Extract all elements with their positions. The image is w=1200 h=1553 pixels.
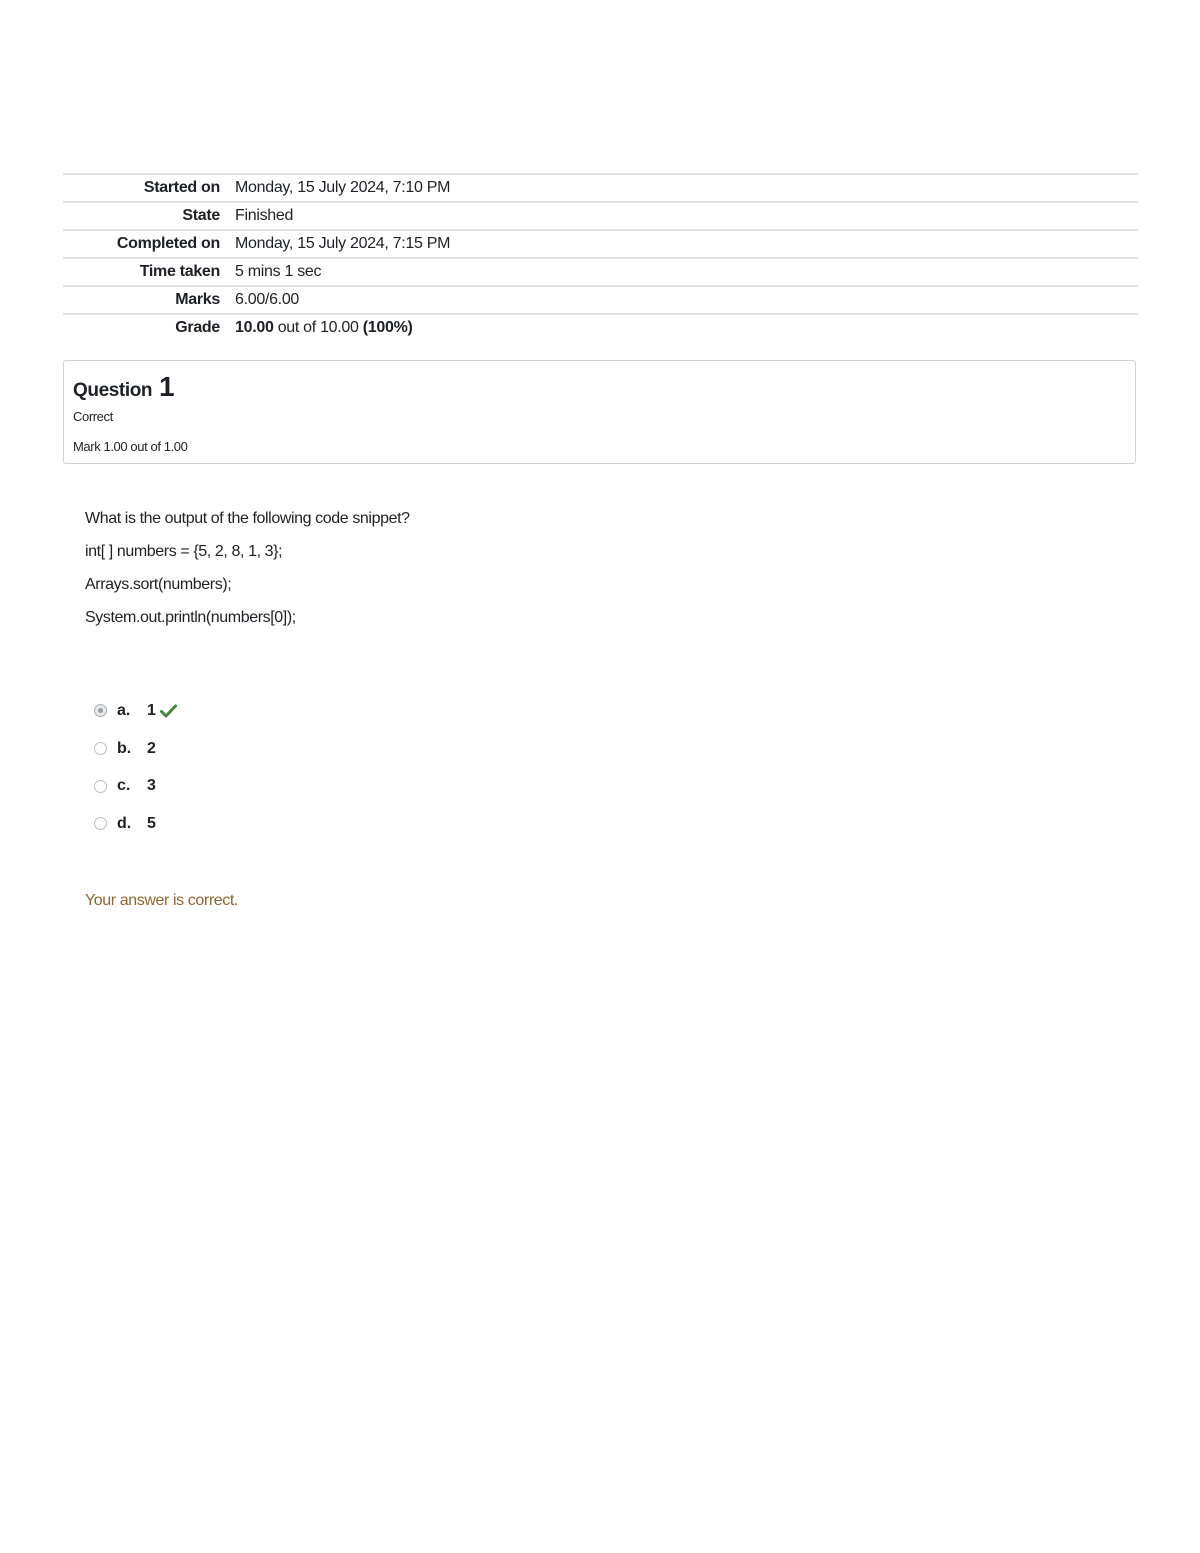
summary-label: State <box>182 207 220 224</box>
radio-button[interactable] <box>94 742 107 755</box>
summary-row-grade <box>63 314 1138 341</box>
summary-label: Started on <box>143 179 220 196</box>
summary-row-state <box>63 202 1138 230</box>
question-text-line: Arrays.sort(numbers); <box>85 576 232 593</box>
question-text <box>85 508 410 640</box>
grade-outof: out of 10.00 <box>273 319 363 336</box>
question-text-line: int[ ] numbers = {5, 2, 8, 1, 3}; <box>85 543 283 560</box>
summary-value-grade <box>235 314 1138 341</box>
summary-label: Grade <box>175 319 220 336</box>
summary-value: 5 mins 1 sec <box>235 263 322 280</box>
summary-row-marks <box>63 286 1138 314</box>
question-title-label: Question <box>73 380 153 401</box>
summary-value: Monday, 15 July 2024, 7:15 PM <box>235 235 451 252</box>
answer-letter: b. <box>117 739 132 757</box>
summary-row-completed <box>63 230 1138 258</box>
summary-value: Monday, 15 July 2024, 7:10 PM <box>235 179 451 196</box>
question-info-box <box>63 360 1136 464</box>
question-text-line: System.out.println(numbers[0]); <box>85 609 296 626</box>
answer-letter: c. <box>117 777 131 795</box>
check-icon <box>160 704 177 718</box>
radio-button[interactable] <box>94 817 107 830</box>
question-text-line: What is the output of the following code snippet? <box>85 510 410 527</box>
summary-label: Marks <box>175 291 220 308</box>
summary-row-started <box>63 174 1138 202</box>
attempt-summary-table <box>63 173 1138 341</box>
summary-row-time-taken <box>63 258 1138 286</box>
answer-option-a[interactable] <box>94 692 177 730</box>
answer-text: 1 <box>147 701 156 719</box>
answer-text: 2 <box>147 739 156 757</box>
answer-text: 3 <box>147 777 156 795</box>
answer-feedback: Your answer is correct. <box>85 892 238 909</box>
answer-text: 5 <box>147 814 156 832</box>
question-title <box>73 371 174 403</box>
answer-option-b[interactable] <box>94 730 177 768</box>
radio-button[interactable] <box>94 780 107 793</box>
question-grade: Mark 1.00 out of 1.00 <box>73 439 188 454</box>
answer-option-c[interactable] <box>94 767 177 805</box>
answer-option-d[interactable] <box>94 805 177 843</box>
grade-score: 10.00 <box>235 319 274 336</box>
summary-value: Finished <box>235 207 294 224</box>
question-number: 1 <box>159 371 175 402</box>
answer-letter: a. <box>117 701 131 719</box>
summary-label: Completed on <box>116 235 220 252</box>
radio-button[interactable] <box>94 704 107 717</box>
answer-options <box>94 692 177 843</box>
summary-label: Time taken <box>139 263 220 280</box>
grade-percent: (100%) <box>362 319 413 336</box>
answer-letter: d. <box>117 814 132 832</box>
question-state: Correct <box>73 409 113 424</box>
summary-value: 6.00/6.00 <box>235 291 300 308</box>
